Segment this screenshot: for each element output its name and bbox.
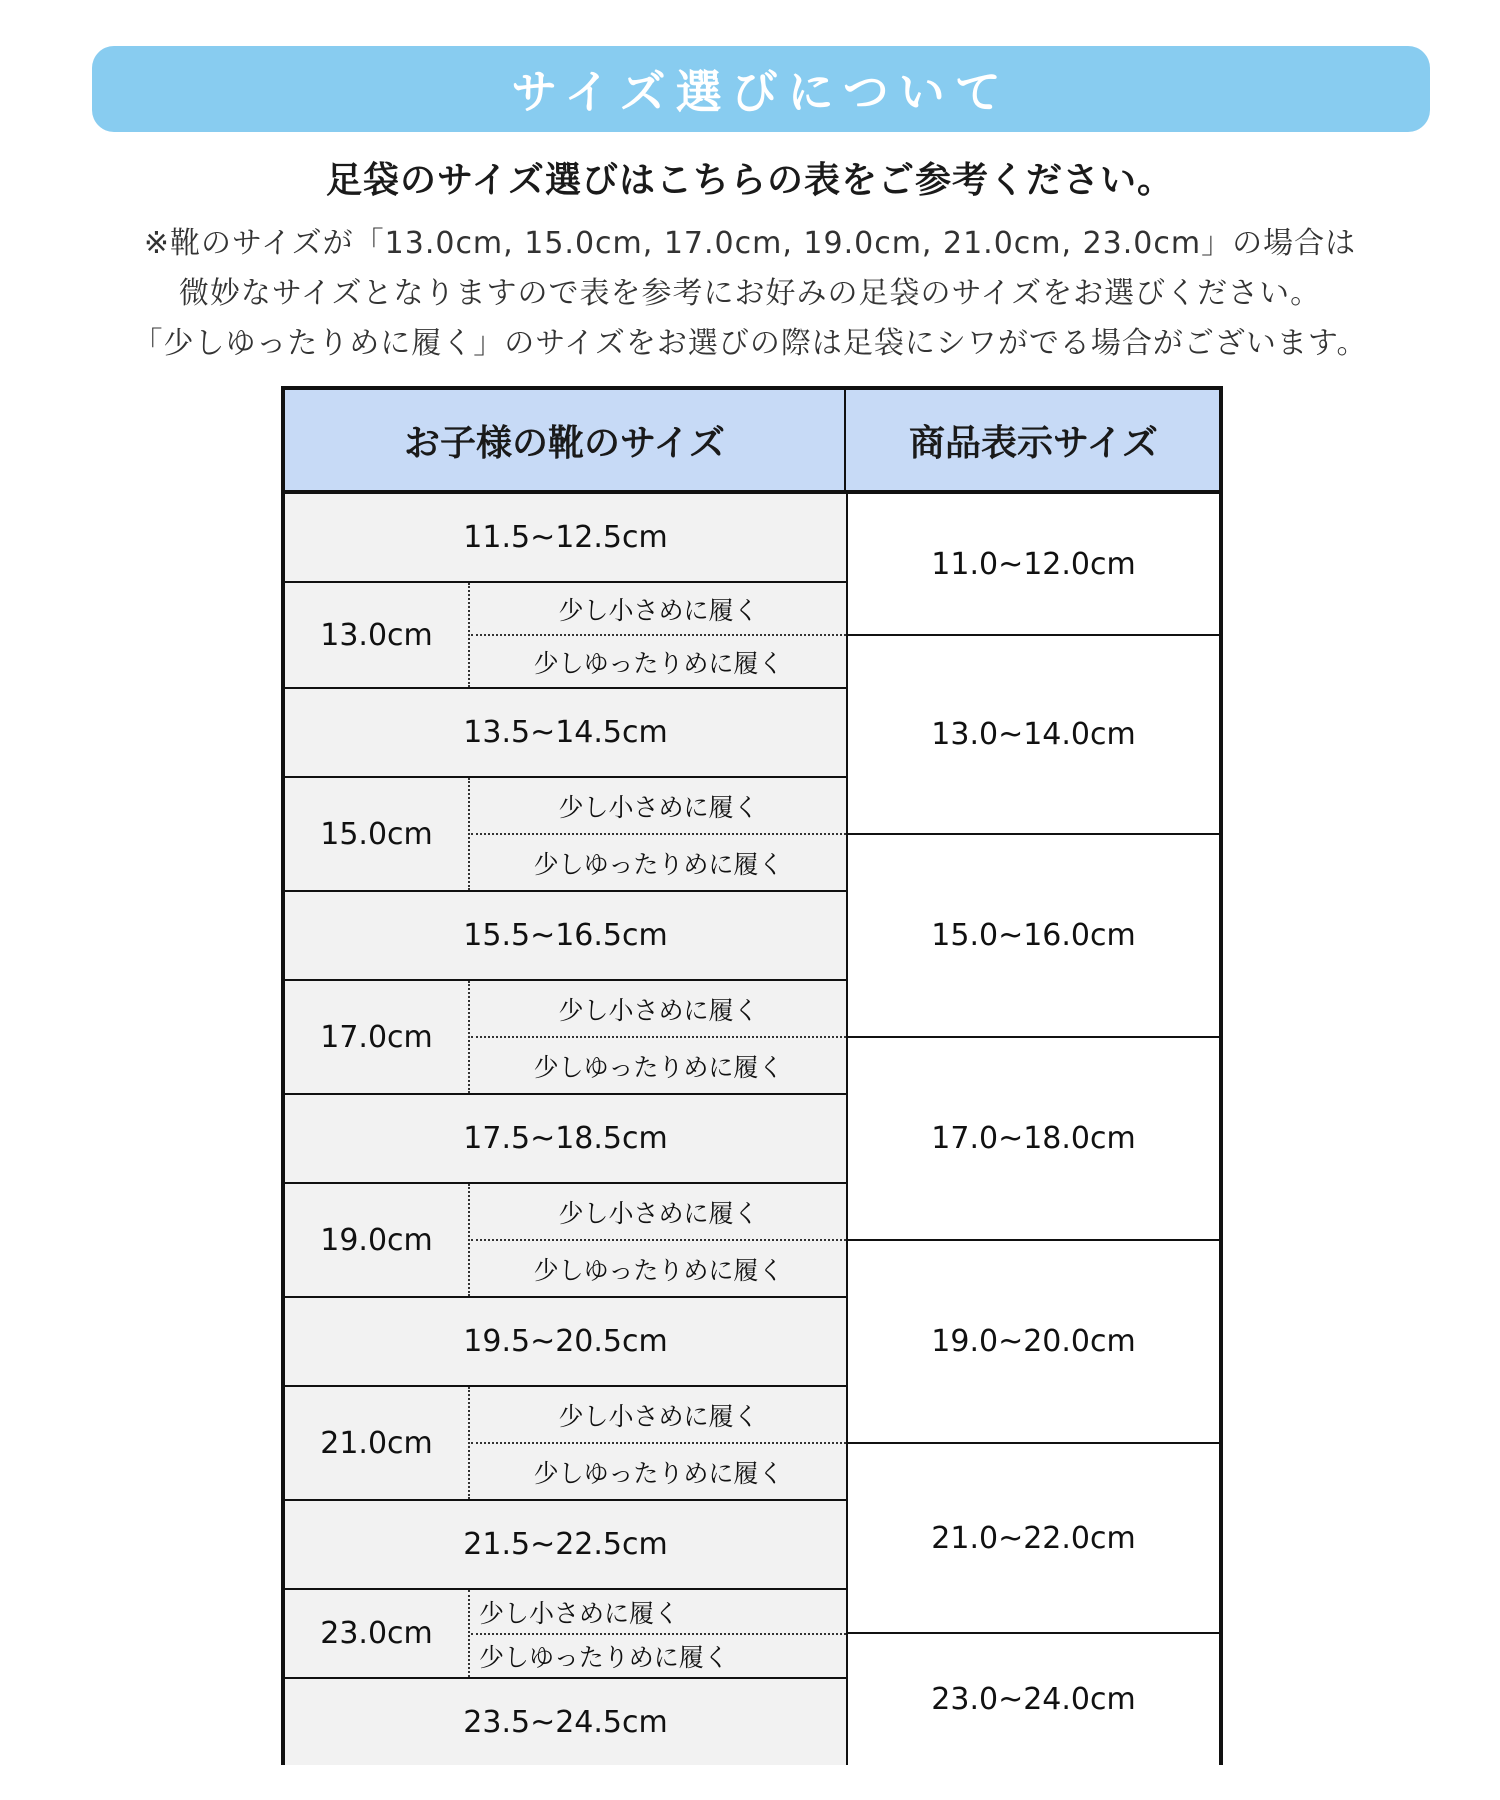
- table-row-split: [285, 1590, 846, 1679]
- option-tight: 少し小さめに履く: [471, 981, 846, 1038]
- option-loose: 少しゆったりめに履く: [533, 1458, 784, 1488]
- split-size: 13.0cm: [285, 583, 470, 687]
- table-row-range: 23.5~24.5cm: [463, 1704, 668, 1740]
- table-row-split: [285, 583, 846, 689]
- size-table: [281, 386, 1223, 1765]
- table-row-split: [285, 778, 846, 892]
- table-row-split: [285, 981, 846, 1095]
- header-shoe-size: お子様の靴のサイズ: [285, 390, 846, 490]
- note-line-2: 微妙なサイズとなりますので表を参考にお好みの足袋のサイズをお選びください。: [178, 276, 1322, 311]
- option-loose: 少しゆったりめに履く: [533, 849, 784, 879]
- subtitle: 足袋のサイズ選びはこちらの表をご参考ください。: [325, 160, 1175, 201]
- option-tight: 少し小さめに履く: [471, 1387, 846, 1444]
- split-size: 21.0cm: [285, 1387, 470, 1499]
- split-size: 17.0cm: [285, 981, 470, 1093]
- option-tight: 少し小さめに履く: [471, 778, 846, 835]
- table-row-split: [285, 1184, 846, 1298]
- product-size-cell: 13.0~14.0cm: [848, 636, 1219, 835]
- table-row-range: 21.5~22.5cm: [285, 1501, 846, 1590]
- split-size: 23.0cm: [285, 1590, 470, 1677]
- split-size: 19.0cm: [285, 1184, 470, 1296]
- note-line-3: 「少しゆったりめに履く」のサイズをお選びの際は足袋にシワがでる場合がございます。: [132, 326, 1368, 361]
- product-size-cell: 15.0~16.0cm: [848, 835, 1219, 1038]
- table-row-range: 17.5~18.5cm: [285, 1095, 846, 1184]
- product-size-cell: 23.0~24.0cm: [931, 1682, 1136, 1717]
- product-size-cell: 17.0~18.0cm: [848, 1038, 1219, 1241]
- title-banner: [92, 46, 1430, 132]
- note-line-1: ※靴のサイズが「13.0cm, 15.0cm, 17.0cm, 19.0cm, 21.0cm, 23.0cm」の場合は: [143, 226, 1357, 261]
- option-loose: 少しゆったりめに履く: [533, 648, 784, 678]
- header-product-size: 商品表示サイズ: [908, 422, 1159, 464]
- table-row-range: 11.5~12.5cm: [285, 494, 846, 583]
- option-loose: 少しゆったりめに履く: [533, 1052, 784, 1082]
- shoe-size-column: [285, 494, 846, 1765]
- option-loose: 少しゆったりめに履く: [533, 1255, 784, 1285]
- product-size-cell: 21.0~22.0cm: [848, 1444, 1219, 1634]
- table-row-range: 13.5~14.5cm: [285, 689, 846, 778]
- split-size: 15.0cm: [285, 778, 470, 890]
- table-row-range: 15.5~16.5cm: [285, 892, 846, 981]
- option-tight: 少し小さめに履く: [471, 1184, 846, 1241]
- product-size-column: [846, 494, 1219, 1765]
- option-tight: 少し小さめに履く: [471, 583, 846, 636]
- table-row-split: [285, 1387, 846, 1501]
- option-loose: 少しゆったりめに履く: [479, 1643, 729, 1672]
- product-size-cell: 11.0~12.0cm: [848, 494, 1219, 636]
- option-tight: 少し小さめに履く: [471, 1590, 846, 1635]
- product-size-cell: 19.0~20.0cm: [848, 1241, 1219, 1444]
- table-row-range: 19.5~20.5cm: [285, 1298, 846, 1387]
- page-title: サイズ選びについて: [511, 65, 1011, 119]
- table-header: [285, 390, 1219, 494]
